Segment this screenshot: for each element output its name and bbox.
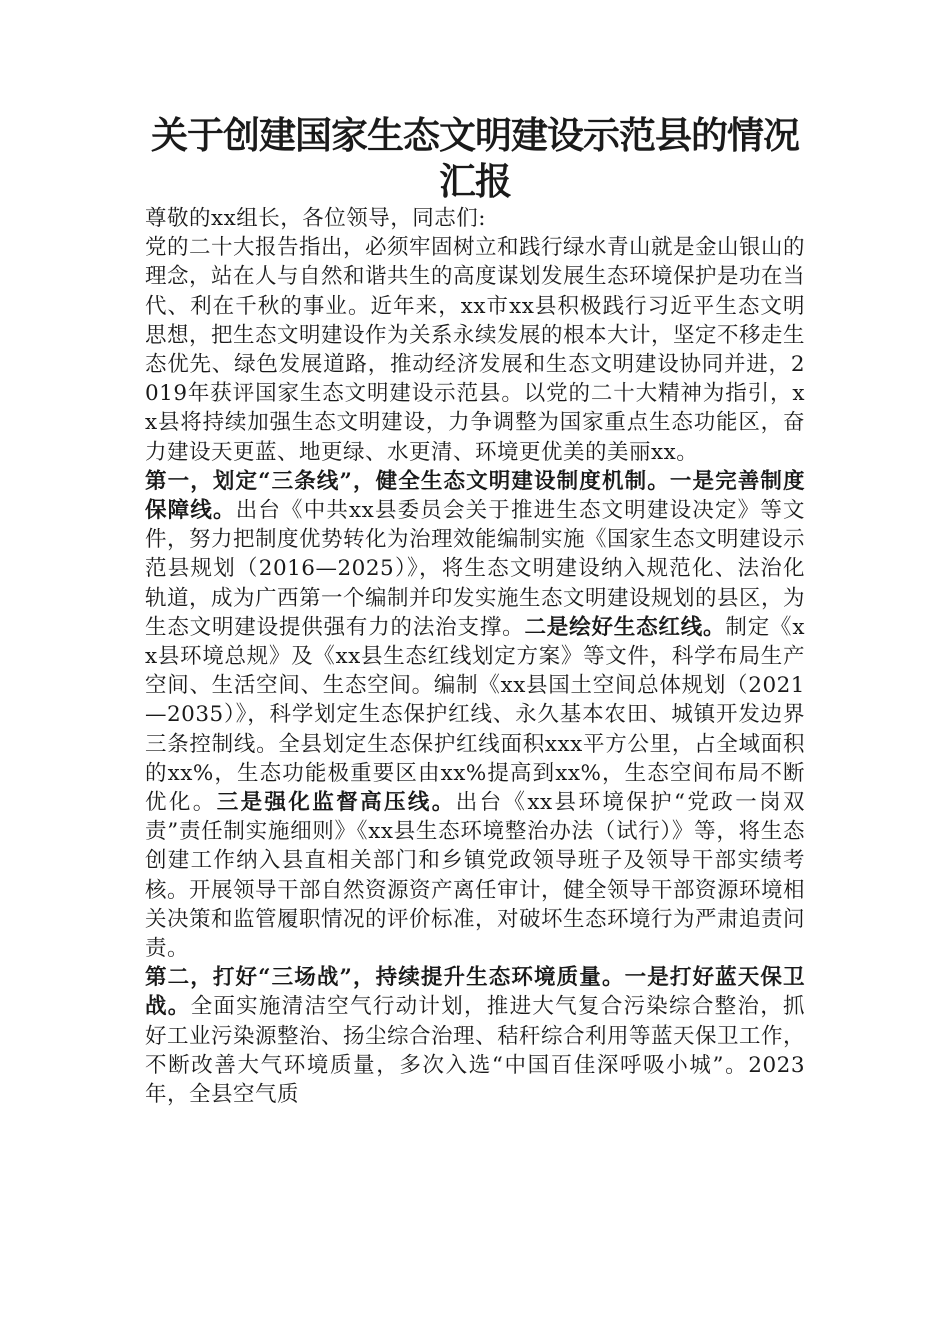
section-1-point-1-body: 出台《中共xx县委员会关于推进生态文明建设决定》等文件，努力把制度优势转化为治理效能编制实施《国家生态文明建设示范县规划（2016—2025）》，将生态文明建设纳入规范化、法治化轨道，成为广西第一个编制并印发实施生态文明建设规划的县区，为生态文明建设提供强有力的法治支撑。 [145,498,806,640]
section-1-point-3-heading: 三是强化监督高压线。 [216,790,456,816]
section-1-paragraph [145,467,805,963]
salutation: 尊敬的xx组长，各位领导，同志们: [145,206,486,231]
section-2-point-1-body: 全面实施清洁空气行动计划，推进大气复合污染综合整治，抓好工业污染源整治、扬尘综合治理、秸秆综合利用等蓝天保卫工作，不断改善大气环境质量，多次入选“中国百佳深呼吸小城”。2023年，全县空气质 [145,994,806,1108]
document-page [145,112,805,1109]
intro-paragraph: 党的二十大报告指出，必须牢固树立和践行绿水青山就是金山银山的理念，站在人与自然和谐共生的高度谋划发展生态环境保护是功在当代、利在千秋的事业。近年来，xx市xx县积极践行习近平生态文明思想，把生态文明建设作为关系永续发展的根本大计，坚定不移走生态优先、绿色发展道路，推动经济发展和生态文明建设协同并进，2019年获评国家生态文明建设示范县。以党的二十大精神为指引，xx县将持续加强生态文明建设，力争调整为国家重点生态功能区，奋力建设天更蓝、地更绿、水更清、环境更优美的美丽xx。 [145,235,806,465]
section-1-point-3-body: 出台《xx县环境保护“党政一岗双责”责任制实施细则》《xx县生态环境整治办法（试行）》等，将生态创建工作纳入县直相关部门和乡镇党政领导班子及领导干部实绩考核。开展领导干部自然资源资产离任审计，健全领导干部资源环境相关决策和监管履职情况的评价标准，对破坏生态环境行为严肃追责问责。 [145,790,806,962]
document-title: 关于创建国家生态文明建设示范县的情况汇报 [151,113,799,203]
section-1-point-2-body: 制定《xx县环境总规》及《xx县生态红线划定方案》等文件，科学布局生产空间、生活空间、生态空间。编制《xx县国土空间总体规划（2021—2035）》，科学划定生态保护红线、永久基本农田、城镇开发边界三条控制线。全县划定生态保护红线面积xxx平方公里，占全域面积的xx%，生态功能极重要区由xx%提高到xx%，生态空间布局不断优化。 [145,614,805,816]
section-1-heading: 第一，划定“三条线”，健全生态文明建设制度机制。 [145,468,670,494]
section-2-paragraph [145,963,805,1109]
section-1-point-1-heading: 一是完善制度保障线。 [145,468,805,524]
section-2-heading: 第二，打好“三场战”，持续提升生态环境质量。 [145,965,625,991]
section-1-point-2-heading: 二是绘好生态红线。 [524,614,726,640]
section-2-point-1-heading: 一是打好蓝天保卫战。 [145,965,805,1020]
